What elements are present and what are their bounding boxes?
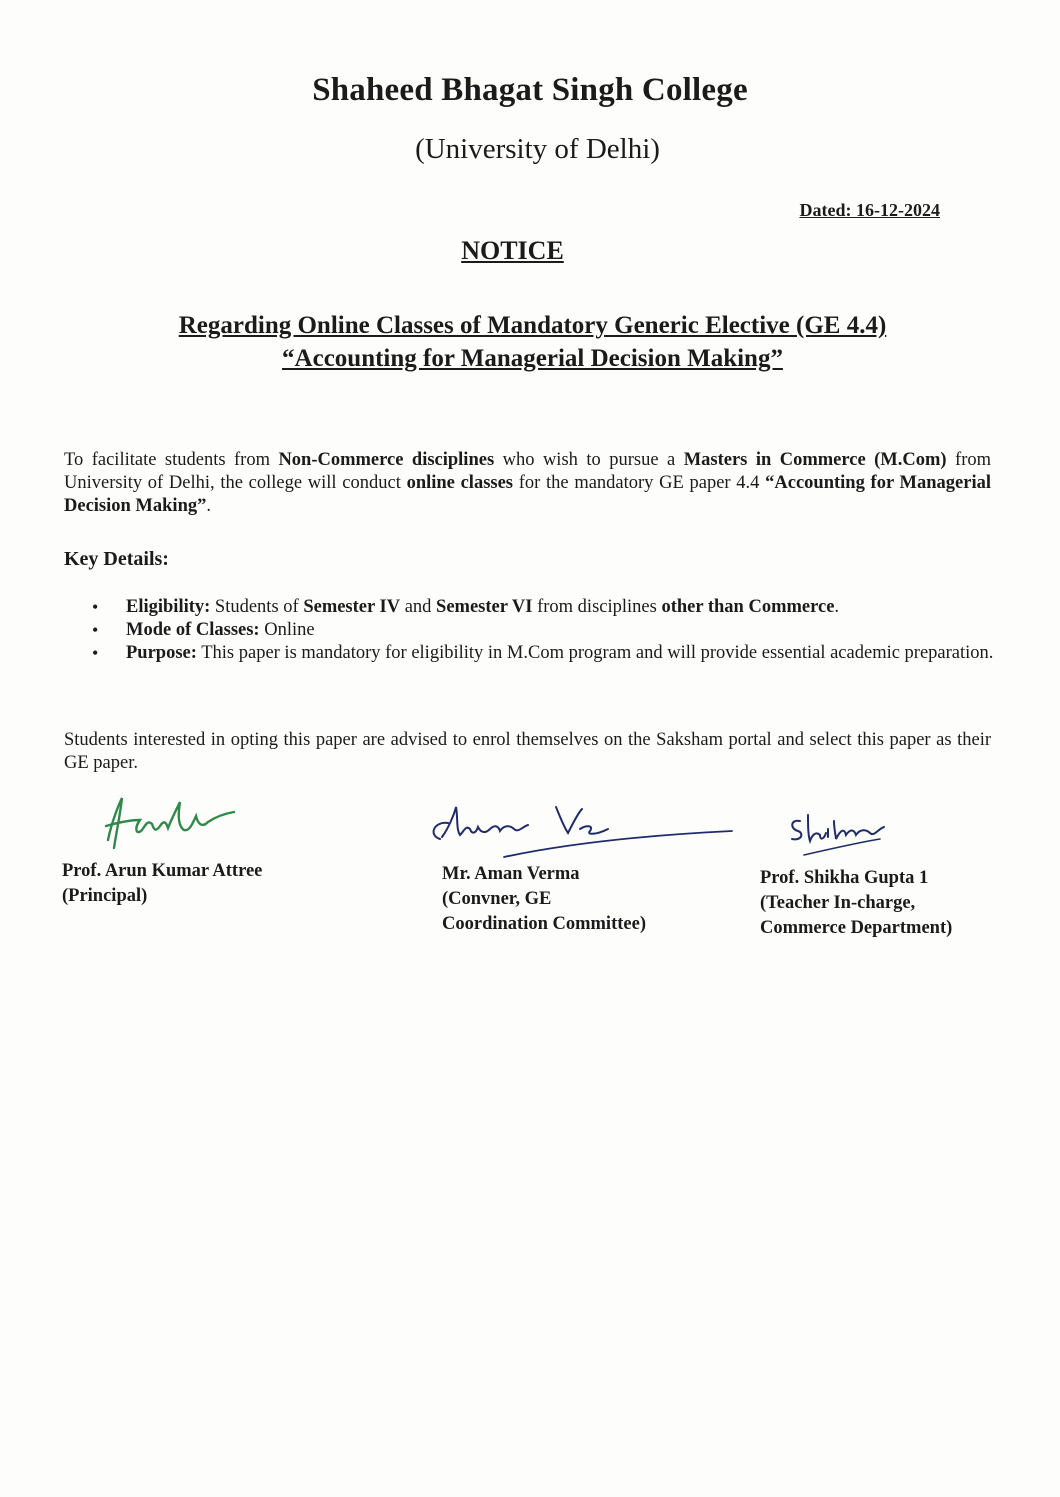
eligibility-text: Students of (210, 597, 304, 617)
teacher-incharge-signature-icon (780, 807, 890, 862)
subject-line-2: “Accounting for Managerial Decision Making” (282, 345, 783, 372)
signatory-name: Prof. Arun Kumar Attree (62, 861, 263, 881)
subject-line-1: Regarding Online Classes of Mandatory Generic Elective (GE 4.4) (178, 312, 887, 339)
intro-text: for the mandatory GE paper 4.4 (513, 473, 766, 493)
principal-signature-icon (98, 790, 248, 860)
signatory-role: Coordination Committee) (442, 914, 646, 934)
signatory-role: (Teacher In-charge, (760, 893, 916, 913)
signatory-convener (442, 862, 646, 937)
intro-text: who wish to pursue a (494, 450, 684, 470)
closing-paragraph: Students interested in opting this paper are advised to enrol themselves on the Saksham portal and select this paper as their GE paper. (64, 730, 991, 773)
notice-heading: NOTICE (461, 236, 564, 265)
signatory-principal (62, 859, 262, 909)
notice-date: Dated: 16-12-2024 (799, 200, 940, 220)
list-item-purpose (126, 642, 1026, 665)
convener-signature-icon (420, 795, 740, 865)
key-details-list (90, 596, 1026, 665)
eligibility-bold: Semester IV (303, 597, 401, 617)
eligibility-bold: Semester VI (436, 597, 533, 617)
eligibility-text: and (400, 597, 437, 617)
college-name: Shaheed Bhagat Singh College (312, 72, 748, 108)
intro-bold: Non-Commerce disciplines (278, 450, 495, 470)
eligibility-text: . (834, 597, 840, 617)
notice-subject (0, 309, 1060, 375)
eligibility-text: from disciplines (532, 597, 662, 617)
university-name: (University of Delhi) (415, 133, 660, 165)
signatory-role: (Principal) (62, 886, 148, 906)
signatory-name: Mr. Aman Verma (442, 864, 580, 884)
signatory-teacher-incharge (760, 866, 952, 941)
signatory-role: (Convner, GE (442, 889, 552, 909)
list-item-eligibility (126, 596, 1026, 619)
eligibility-bold: other than Commerce (661, 597, 835, 617)
eligibility-label: Eligibility: (126, 597, 211, 617)
intro-text: . (206, 496, 211, 516)
intro-bold: “Accounting for Managerial Decision Making” (64, 473, 991, 516)
list-item-mode (126, 619, 1026, 642)
intro-text: from University of Delhi, the college will conduct (64, 450, 992, 493)
key-details-heading: Key Details: (64, 548, 169, 570)
intro-paragraph (64, 449, 991, 518)
intro-bold: Masters in Commerce (M.Com) (683, 450, 947, 470)
intro-bold: online classes (406, 473, 514, 493)
mode-label: Mode of Classes: (126, 620, 260, 640)
purpose-label: Purpose: (126, 643, 197, 663)
mode-text: Online (259, 620, 315, 640)
signatory-role: Commerce Department) (760, 918, 953, 938)
signatory-name: Prof. Shikha Gupta 1 (760, 868, 929, 888)
purpose-text: This paper is mandatory for eligibility in M.Com program and will provide essential academic preparation. (196, 643, 994, 663)
intro-text: To facilitate students from (64, 450, 279, 470)
